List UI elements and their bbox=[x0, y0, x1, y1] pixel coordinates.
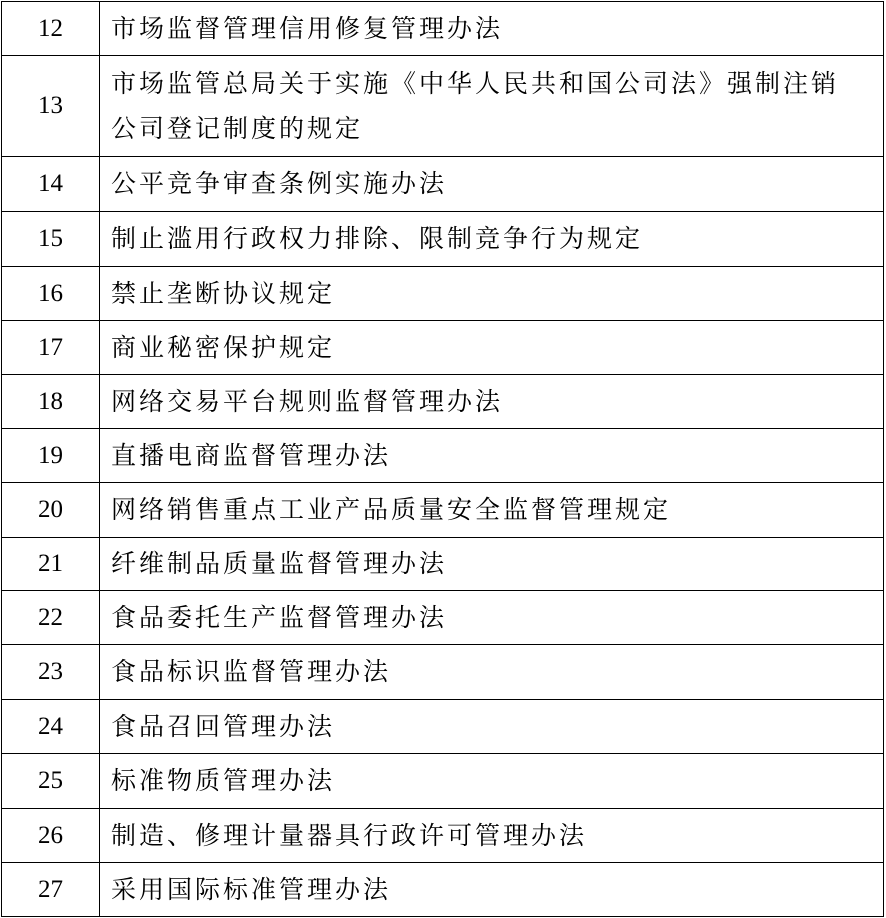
table-row bbox=[2, 538, 884, 591]
table-row bbox=[2, 375, 884, 429]
table-row bbox=[2, 645, 884, 700]
regulation-title: 制止滥用行政权力排除、限制竞争行为规定 bbox=[100, 212, 884, 267]
regulation-title-line-2: 公司登记制度的规定 bbox=[111, 114, 364, 143]
row-number: 20 bbox=[2, 483, 100, 538]
row-number: 25 bbox=[2, 754, 100, 809]
table-row bbox=[2, 267, 884, 321]
row-number: 24 bbox=[2, 700, 100, 754]
regulation-title: 网络交易平台规则监督管理办法 bbox=[100, 375, 884, 429]
table-row bbox=[2, 321, 884, 375]
table-row bbox=[2, 700, 884, 754]
regulation-title: 标准物质管理办法 bbox=[100, 754, 884, 809]
regulation-title: 采用国际标准管理办法 bbox=[100, 863, 884, 917]
row-number: 26 bbox=[2, 809, 100, 863]
row-number: 13 bbox=[2, 56, 100, 157]
regulation-title: 网络销售重点工业产品质量安全监督管理规定 bbox=[100, 483, 884, 538]
table-row bbox=[2, 157, 884, 212]
table-row bbox=[2, 591, 884, 645]
row-number: 23 bbox=[2, 645, 100, 700]
table-row bbox=[2, 863, 884, 917]
regulation-title: 纤维制品质量监督管理办法 bbox=[100, 538, 884, 591]
regulation-title: 直播电商监督管理办法 bbox=[100, 429, 884, 483]
row-number: 22 bbox=[2, 591, 100, 645]
table-row bbox=[2, 754, 884, 809]
table-row bbox=[2, 809, 884, 863]
regulation-title: 食品委托生产监督管理办法 bbox=[100, 591, 884, 645]
row-number: 21 bbox=[2, 538, 100, 591]
row-number: 14 bbox=[2, 157, 100, 212]
row-number: 17 bbox=[2, 321, 100, 375]
table-row bbox=[2, 429, 884, 483]
row-number: 27 bbox=[2, 863, 100, 917]
row-number: 19 bbox=[2, 429, 100, 483]
regulation-title: 禁止垄断协议规定 bbox=[100, 267, 884, 321]
regulation-title: 食品标识监督管理办法 bbox=[100, 645, 884, 700]
regulation-title: 食品召回管理办法 bbox=[100, 700, 884, 754]
regulation-title: 制造、修理计量器具行政许可管理办法 bbox=[100, 809, 884, 863]
regulation-title-line-1: 市场监管总局关于实施《中华人民共和国公司法》强制注销 bbox=[111, 69, 840, 98]
table-row bbox=[2, 56, 884, 157]
row-number: 15 bbox=[2, 212, 100, 267]
regulation-title: 公平竞争审查条例实施办法 bbox=[100, 157, 884, 212]
table-row bbox=[2, 483, 884, 538]
regulations-table bbox=[1, 1, 884, 917]
table-row bbox=[2, 212, 884, 267]
regulations-table-body bbox=[2, 2, 884, 917]
regulation-title bbox=[100, 56, 884, 157]
row-number: 18 bbox=[2, 375, 100, 429]
table-row bbox=[2, 2, 884, 56]
row-number: 12 bbox=[2, 2, 100, 56]
regulation-title: 市场监督管理信用修复管理办法 bbox=[100, 2, 884, 56]
regulation-title: 商业秘密保护规定 bbox=[100, 321, 884, 375]
row-number: 16 bbox=[2, 267, 100, 321]
